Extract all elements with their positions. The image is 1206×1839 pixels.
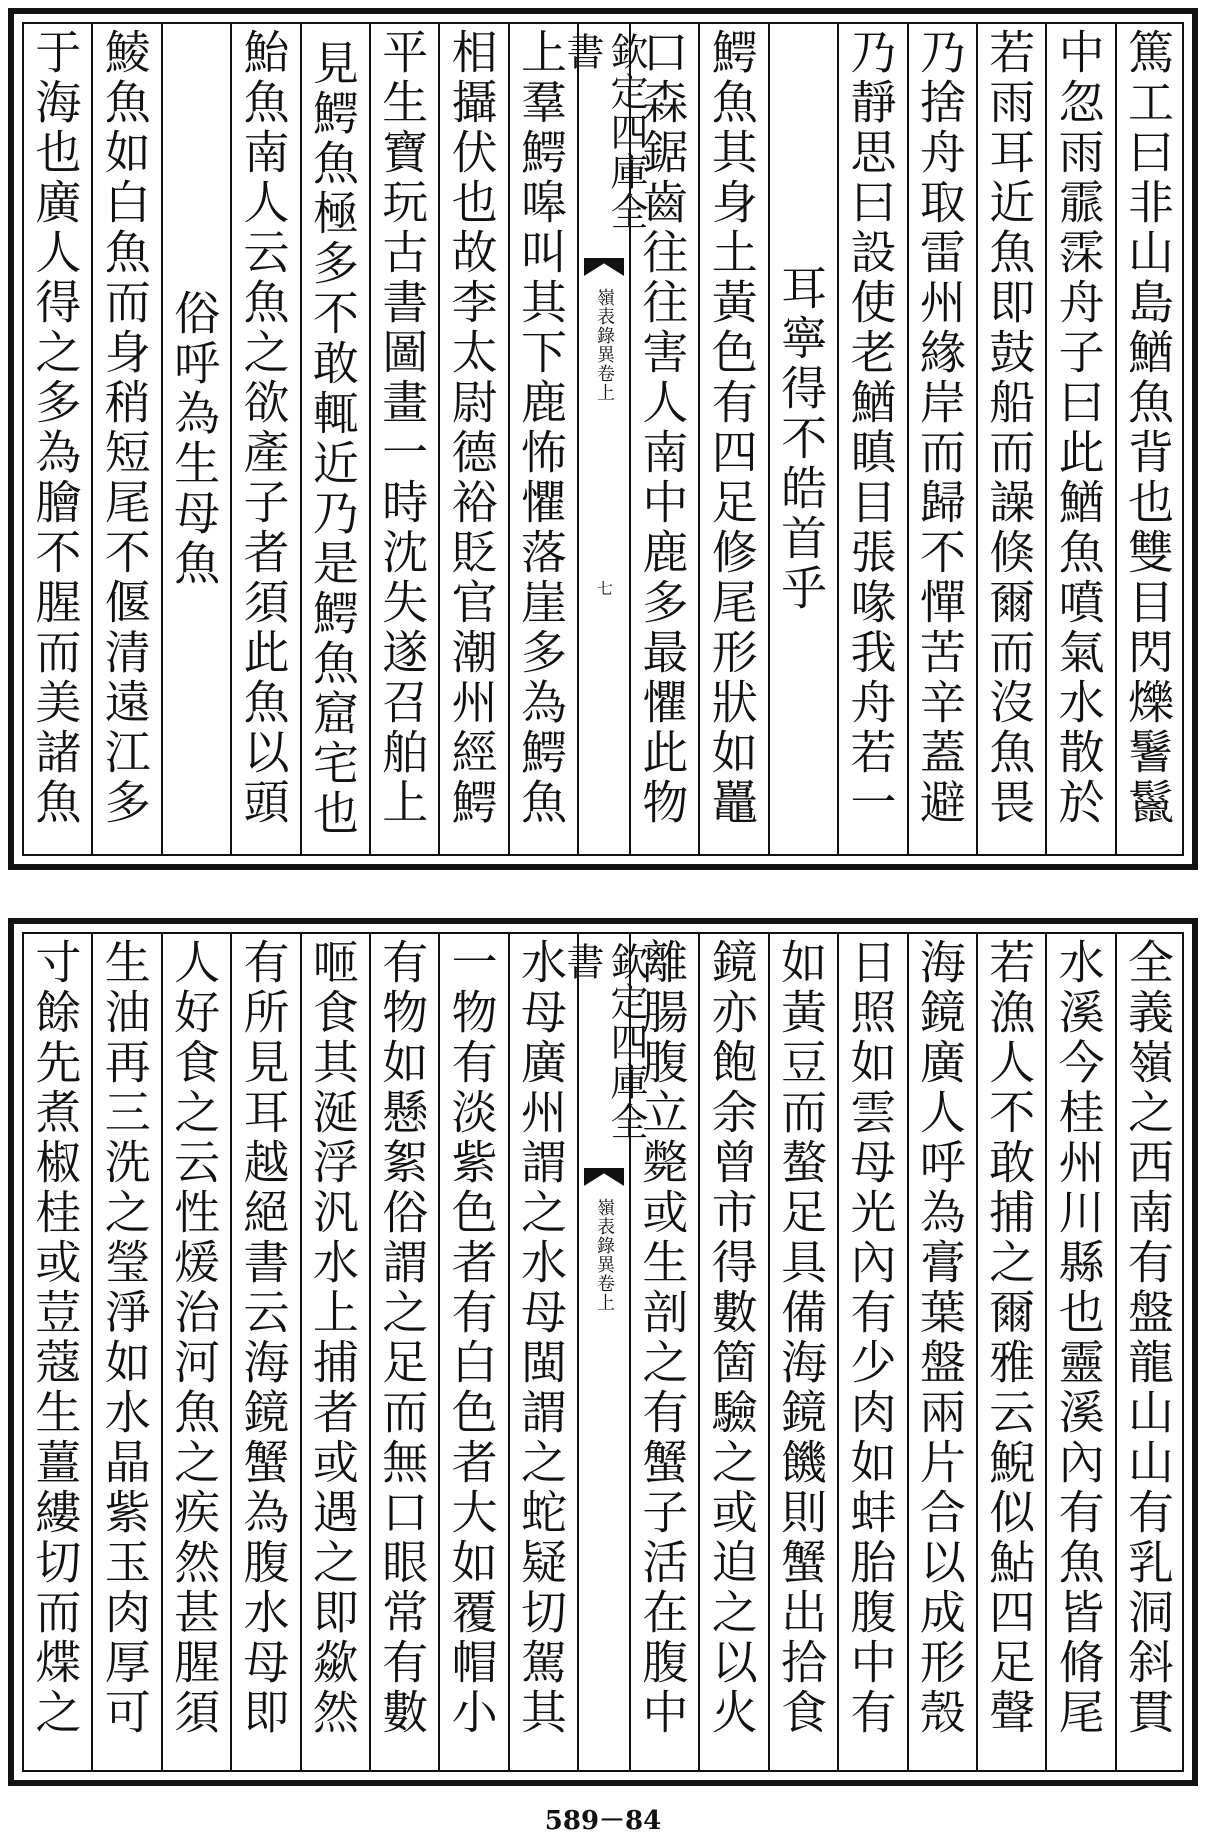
text-column: 人好食之云性煖治河魚之疾然甚腥須	[161, 932, 230, 1772]
text-column: 俗呼為生母魚	[161, 22, 230, 856]
text-column: 上羣鰐嗥叫其下鹿怖懼落崖多為鰐魚	[508, 22, 577, 856]
volume-label: 嶺表錄異卷上	[594, 288, 615, 402]
page-number-footer: 589－84	[544, 1806, 662, 1836]
text-column: 水溪今桂州川縣也靈溪內有魚皆脩尾	[1045, 932, 1114, 1772]
text-column: 鮐魚南人云魚之欲產子者須此魚以頭	[230, 22, 299, 856]
text-column: 乃靜思曰設使老鰌瞋目張喙我舟若一	[837, 22, 906, 856]
text-column: 一物有淡紫色者有白色者大如覆帽小	[438, 932, 507, 1772]
text-column: 如黃豆而螯足具備海鏡饑則蟹出拾食	[768, 932, 837, 1772]
top-page-columns	[22, 22, 1184, 856]
text-column: 咂食其涎浮汎水上捕者或遇之即歘然	[300, 932, 369, 1772]
text-column: 日照如雲母光內有少肉如蚌胎腹中有	[837, 932, 906, 1772]
text-column: 見鰐魚極多不敢輒近乃是鰐魚窟宅也	[300, 22, 369, 856]
text-column: 乃捨舟取雷州緣岸而歸不憚苦辛蓋避	[907, 22, 976, 856]
text-column: 鏡亦飽余曾市得數箇驗之或迫之以火	[698, 932, 767, 1772]
text-column: 寸餘先煮椒桂或荳蔻生薑縷切而煠之	[28, 938, 83, 1738]
fishtail-mark-icon	[584, 1168, 624, 1186]
text-column: 離腸腹立斃或生剖之有蟹子活在腹中	[629, 932, 698, 1772]
text-column: 篤工曰非山島鰌魚背也雙目閃爍鬐鬣	[1115, 22, 1184, 856]
text-column: 中忽雨霢霂舟子曰此鰌魚噴氣水散於	[1045, 22, 1114, 856]
bottom-page-centerfold	[560, 932, 648, 1772]
text-column: 有所見耳越絕書云海鏡蟹為腹水母即	[230, 932, 299, 1772]
text-column: 若雨耳近魚即鼓船而譟倏爾而沒魚畏	[976, 22, 1045, 856]
text-column: 鯪魚如白魚而身稍短尾不偃清遠江多	[91, 22, 160, 856]
text-column: 平生寶玩古書圖畫一時沈失遂召舶上	[369, 22, 438, 856]
book-title: 欽定四庫全書	[560, 32, 648, 232]
text-column: 有物如懸絮俗謂之足而無口眼常有數	[369, 932, 438, 1772]
text-column: 生油再三洗之瑩淨如水晶紫玉肉厚可	[91, 932, 160, 1772]
text-column: 海鏡廣人呼為膏葉盤兩片合以成形殼	[907, 932, 976, 1772]
text-column: 相攝伏也故李太尉德裕貶官潮州經鰐	[438, 22, 507, 856]
leaf-number: 七	[594, 580, 614, 596]
text-column: 于海也廣人得之多為膾不腥而美諸魚	[28, 28, 83, 828]
bottom-page-panel	[8, 918, 1198, 1786]
top-page-panel	[8, 8, 1198, 870]
text-column: 鰐魚其身土黃色有四足修尾形狀如鼉	[698, 22, 767, 856]
text-column: 口森鋸齒往往害人南中鹿多最懼此物	[629, 22, 698, 856]
text-column: 耳寧得不皓首乎	[768, 22, 837, 856]
fishtail-mark-icon	[584, 258, 624, 276]
volume-label: 嶺表錄異卷上	[594, 1198, 615, 1312]
book-title: 欽定四庫全書	[560, 942, 648, 1142]
top-page-centerfold	[560, 22, 648, 856]
bottom-page-columns	[22, 932, 1184, 1772]
text-column: 若漁人不敢捕之爾雅云鯢似鮎四足聲	[976, 932, 1045, 1772]
text-column: 水母廣州謂之水母閩謂之蛇疑切駕其	[508, 932, 577, 1772]
text-column: 全義嶺之西南有盤龍山山有乳洞斜貫	[1115, 932, 1184, 1772]
